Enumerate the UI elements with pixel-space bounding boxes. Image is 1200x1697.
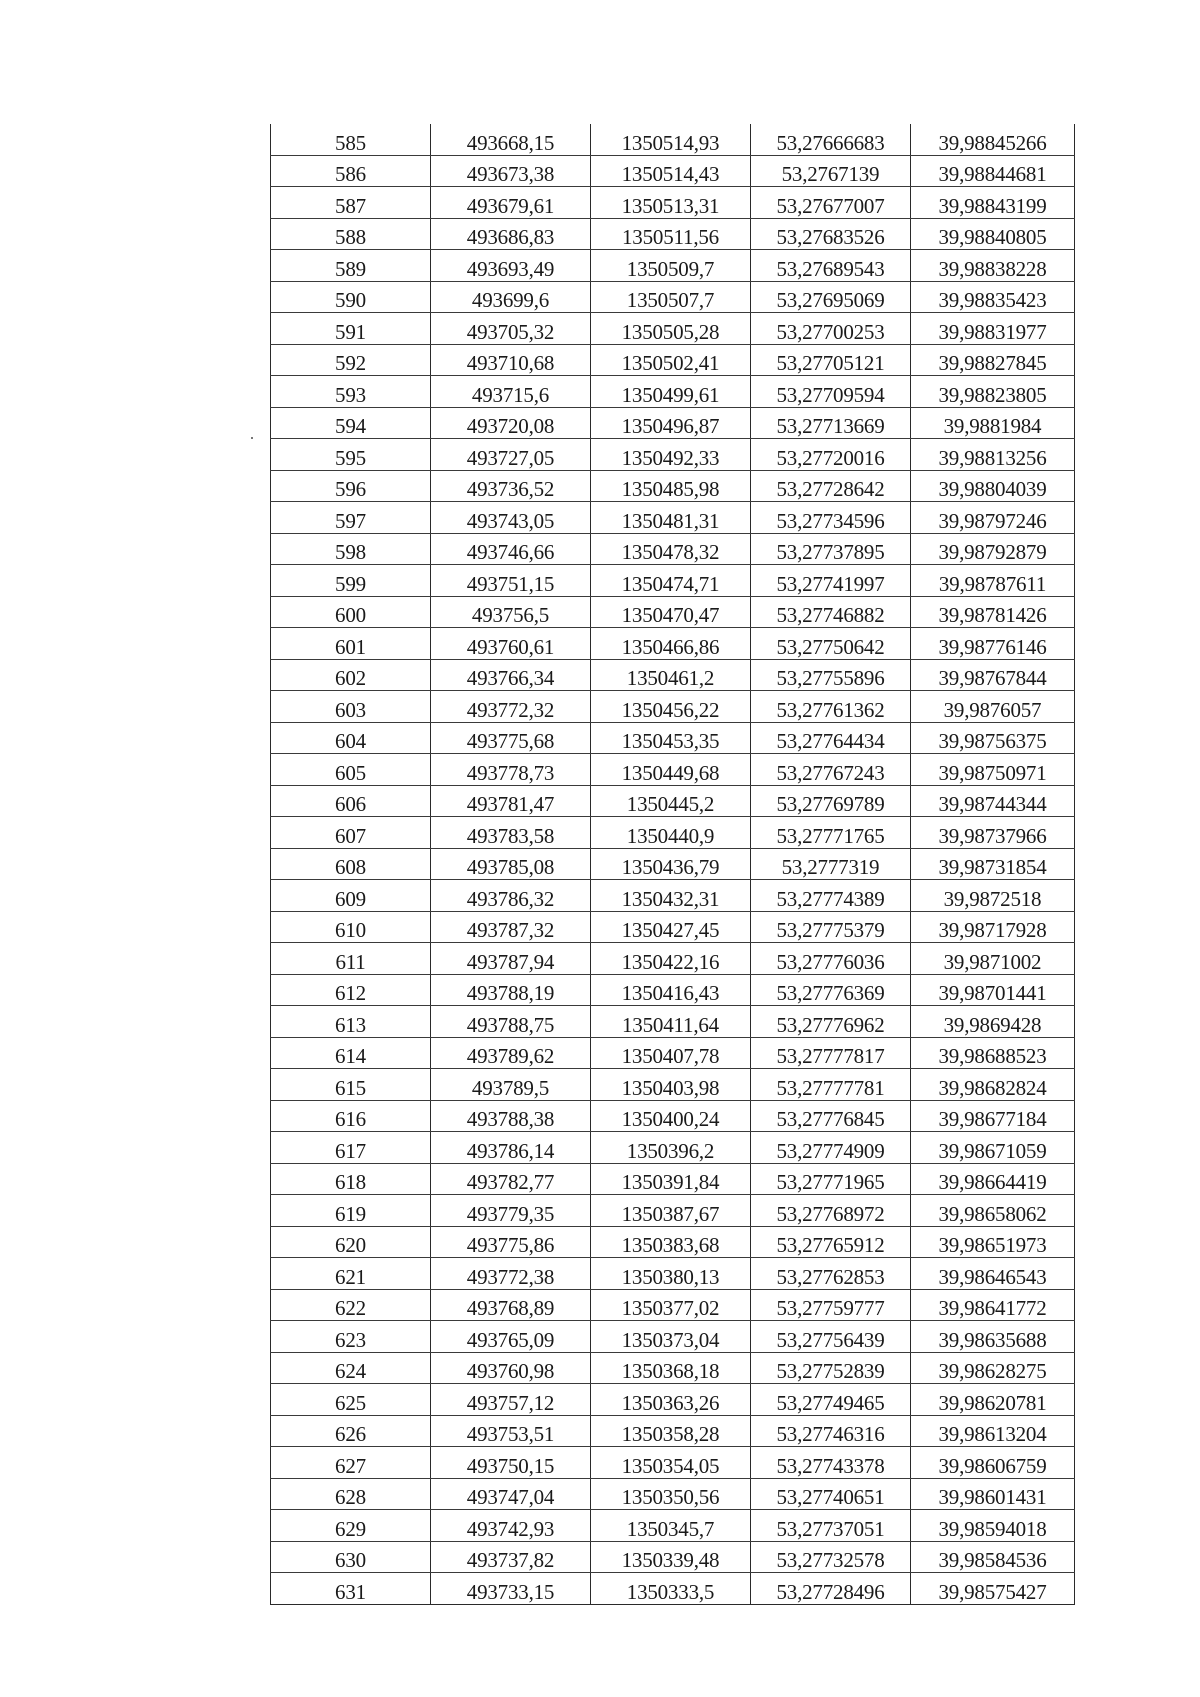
latitude-cell: 53,27756439 [751, 1321, 911, 1353]
y-coordinate-cell: 1350496,87 [591, 407, 751, 439]
longitude-cell: 39,98792879 [911, 533, 1075, 565]
point-number-cell: 610 [271, 911, 431, 943]
x-coordinate-cell: 493743,05 [431, 502, 591, 534]
y-coordinate-cell: 1350461,2 [591, 659, 751, 691]
longitude-cell: 39,98664419 [911, 1163, 1075, 1195]
x-coordinate-cell: 493715,6 [431, 376, 591, 408]
longitude-cell: 39,98601431 [911, 1478, 1075, 1510]
point-number-cell: 585 [271, 124, 431, 155]
x-coordinate-cell: 493775,68 [431, 722, 591, 754]
point-number-cell: 587 [271, 187, 431, 219]
point-number-cell: 603 [271, 691, 431, 723]
y-coordinate-cell: 1350514,43 [591, 155, 751, 187]
table-row [271, 407, 1075, 439]
y-coordinate-cell: 1350422,16 [591, 943, 751, 975]
point-number-cell: 612 [271, 974, 431, 1006]
table-row [271, 691, 1075, 723]
y-coordinate-cell: 1350453,35 [591, 722, 751, 754]
point-number-cell: 589 [271, 250, 431, 282]
latitude-cell: 53,27776036 [751, 943, 911, 975]
table-row [271, 1415, 1075, 1447]
point-number-cell: 625 [271, 1384, 431, 1416]
latitude-cell: 53,27761362 [751, 691, 911, 723]
latitude-cell: 53,27700253 [751, 313, 911, 345]
x-coordinate-cell: 493727,05 [431, 439, 591, 471]
y-coordinate-cell: 1350354,05 [591, 1447, 751, 1479]
longitude-cell: 39,98787611 [911, 565, 1075, 597]
table-row [271, 313, 1075, 345]
x-coordinate-cell: 493765,09 [431, 1321, 591, 1353]
x-coordinate-cell: 493756,5 [431, 596, 591, 628]
y-coordinate-cell: 1350509,7 [591, 250, 751, 282]
point-number-cell: 619 [271, 1195, 431, 1227]
point-number-cell: 598 [271, 533, 431, 565]
y-coordinate-cell: 1350466,86 [591, 628, 751, 660]
scan-speck [251, 437, 253, 439]
y-coordinate-cell: 1350387,67 [591, 1195, 751, 1227]
point-number-cell: 630 [271, 1541, 431, 1573]
longitude-cell: 39,9872518 [911, 880, 1075, 912]
y-coordinate-cell: 1350363,26 [591, 1384, 751, 1416]
x-coordinate-cell: 493679,61 [431, 187, 591, 219]
x-coordinate-cell: 493783,58 [431, 817, 591, 849]
longitude-cell: 39,98804039 [911, 470, 1075, 502]
point-number-cell: 613 [271, 1006, 431, 1038]
table-row [271, 439, 1075, 471]
point-number-cell: 607 [271, 817, 431, 849]
point-number-cell: 626 [271, 1415, 431, 1447]
point-number-cell: 595 [271, 439, 431, 471]
y-coordinate-cell: 1350507,7 [591, 281, 751, 313]
x-coordinate-cell: 493746,66 [431, 533, 591, 565]
longitude-cell: 39,98835423 [911, 281, 1075, 313]
y-coordinate-cell: 1350403,98 [591, 1069, 751, 1101]
table-row [271, 1352, 1075, 1384]
point-number-cell: 623 [271, 1321, 431, 1353]
y-coordinate-cell: 1350380,13 [591, 1258, 751, 1290]
x-coordinate-cell: 493747,04 [431, 1478, 591, 1510]
x-coordinate-cell: 493705,32 [431, 313, 591, 345]
latitude-cell: 53,2767139 [751, 155, 911, 187]
longitude-cell: 39,98823805 [911, 376, 1075, 408]
x-coordinate-cell: 493742,93 [431, 1510, 591, 1542]
point-number-cell: 617 [271, 1132, 431, 1164]
point-number-cell: 601 [271, 628, 431, 660]
longitude-cell: 39,98827845 [911, 344, 1075, 376]
y-coordinate-cell: 1350416,43 [591, 974, 751, 1006]
y-coordinate-cell: 1350481,31 [591, 502, 751, 534]
table-row [271, 565, 1075, 597]
table-row [271, 1510, 1075, 1542]
y-coordinate-cell: 1350391,84 [591, 1163, 751, 1195]
latitude-cell: 53,27746316 [751, 1415, 911, 1447]
table-row [271, 1541, 1075, 1573]
point-number-cell: 624 [271, 1352, 431, 1384]
y-coordinate-cell: 1350505,28 [591, 313, 751, 345]
point-number-cell: 592 [271, 344, 431, 376]
y-coordinate-cell: 1350499,61 [591, 376, 751, 408]
x-coordinate-cell: 493668,15 [431, 124, 591, 155]
y-coordinate-cell: 1350456,22 [591, 691, 751, 723]
x-coordinate-cell: 493787,32 [431, 911, 591, 943]
table-row [271, 1447, 1075, 1479]
longitude-cell: 39,98646543 [911, 1258, 1075, 1290]
y-coordinate-cell: 1350440,9 [591, 817, 751, 849]
longitude-cell: 39,98776146 [911, 628, 1075, 660]
latitude-cell: 53,27750642 [751, 628, 911, 660]
longitude-cell: 39,98575427 [911, 1573, 1075, 1605]
latitude-cell: 53,27740651 [751, 1478, 911, 1510]
latitude-cell: 53,27764434 [751, 722, 911, 754]
point-number-cell: 604 [271, 722, 431, 754]
table-row [271, 124, 1075, 155]
longitude-cell: 39,98840805 [911, 218, 1075, 250]
point-number-cell: 622 [271, 1289, 431, 1321]
longitude-cell: 39,98744344 [911, 785, 1075, 817]
point-number-cell: 591 [271, 313, 431, 345]
table-row [271, 754, 1075, 786]
point-number-cell: 608 [271, 848, 431, 880]
point-number-cell: 602 [271, 659, 431, 691]
table-row [271, 1195, 1075, 1227]
table-row [271, 628, 1075, 660]
y-coordinate-cell: 1350492,33 [591, 439, 751, 471]
x-coordinate-cell: 493775,86 [431, 1226, 591, 1258]
x-coordinate-cell: 493789,5 [431, 1069, 591, 1101]
longitude-cell: 39,98838228 [911, 250, 1075, 282]
y-coordinate-cell: 1350396,2 [591, 1132, 751, 1164]
table-row [271, 1226, 1075, 1258]
table-row [271, 911, 1075, 943]
table-row [271, 1163, 1075, 1195]
latitude-cell: 53,27771765 [751, 817, 911, 849]
y-coordinate-cell: 1350445,2 [591, 785, 751, 817]
x-coordinate-cell: 493772,32 [431, 691, 591, 723]
table-row [271, 659, 1075, 691]
y-coordinate-cell: 1350400,24 [591, 1100, 751, 1132]
y-coordinate-cell: 1350449,68 [591, 754, 751, 786]
table-row [271, 1132, 1075, 1164]
x-coordinate-cell: 493787,94 [431, 943, 591, 975]
table-row [271, 1258, 1075, 1290]
table-row [271, 502, 1075, 534]
longitude-cell: 39,98651973 [911, 1226, 1075, 1258]
x-coordinate-cell: 493779,35 [431, 1195, 591, 1227]
y-coordinate-cell: 1350358,28 [591, 1415, 751, 1447]
x-coordinate-cell: 493736,52 [431, 470, 591, 502]
latitude-cell: 53,27746882 [751, 596, 911, 628]
point-number-cell: 620 [271, 1226, 431, 1258]
point-number-cell: 629 [271, 1510, 431, 1542]
table-row [271, 943, 1075, 975]
latitude-cell: 53,27677007 [751, 187, 911, 219]
table-row [271, 722, 1075, 754]
table-row [271, 533, 1075, 565]
latitude-cell: 53,27705121 [751, 344, 911, 376]
table-row [271, 1289, 1075, 1321]
longitude-cell: 39,98737966 [911, 817, 1075, 849]
point-number-cell: 599 [271, 565, 431, 597]
x-coordinate-cell: 493788,75 [431, 1006, 591, 1038]
longitude-cell: 39,98671059 [911, 1132, 1075, 1164]
table-row [271, 1384, 1075, 1416]
longitude-cell: 39,98635688 [911, 1321, 1075, 1353]
x-coordinate-cell: 493768,89 [431, 1289, 591, 1321]
latitude-cell: 53,27734596 [751, 502, 911, 534]
point-number-cell: 597 [271, 502, 431, 534]
x-coordinate-cell: 493789,62 [431, 1037, 591, 1069]
table-row [271, 1321, 1075, 1353]
x-coordinate-cell: 493788,19 [431, 974, 591, 1006]
latitude-cell: 53,27737051 [751, 1510, 911, 1542]
latitude-cell: 53,27777817 [751, 1037, 911, 1069]
table-row [271, 848, 1075, 880]
table-row [271, 281, 1075, 313]
point-number-cell: 594 [271, 407, 431, 439]
x-coordinate-cell: 493673,38 [431, 155, 591, 187]
table-row [271, 187, 1075, 219]
table-row [271, 1069, 1075, 1101]
latitude-cell: 53,27695069 [751, 281, 911, 313]
x-coordinate-cell: 493772,38 [431, 1258, 591, 1290]
longitude-cell: 39,9871002 [911, 943, 1075, 975]
longitude-cell: 39,98845266 [911, 124, 1075, 155]
y-coordinate-cell: 1350432,31 [591, 880, 751, 912]
y-coordinate-cell: 1350411,64 [591, 1006, 751, 1038]
longitude-cell: 39,98641772 [911, 1289, 1075, 1321]
y-coordinate-cell: 1350502,41 [591, 344, 751, 376]
latitude-cell: 53,27728642 [751, 470, 911, 502]
point-number-cell: 631 [271, 1573, 431, 1605]
x-coordinate-cell: 493699,6 [431, 281, 591, 313]
y-coordinate-cell: 1350511,56 [591, 218, 751, 250]
point-number-cell: 605 [271, 754, 431, 786]
point-number-cell: 628 [271, 1478, 431, 1510]
table-row [271, 470, 1075, 502]
latitude-cell: 53,27769789 [751, 785, 911, 817]
y-coordinate-cell: 1350368,18 [591, 1352, 751, 1384]
point-number-cell: 596 [271, 470, 431, 502]
point-number-cell: 611 [271, 943, 431, 975]
longitude-cell: 39,98620781 [911, 1384, 1075, 1416]
latitude-cell: 53,2777319 [751, 848, 911, 880]
latitude-cell: 53,27765912 [751, 1226, 911, 1258]
x-coordinate-cell: 493781,47 [431, 785, 591, 817]
x-coordinate-cell: 493750,15 [431, 1447, 591, 1479]
x-coordinate-cell: 493786,32 [431, 880, 591, 912]
y-coordinate-cell: 1350470,47 [591, 596, 751, 628]
x-coordinate-cell: 493760,61 [431, 628, 591, 660]
point-number-cell: 614 [271, 1037, 431, 1069]
y-coordinate-cell: 1350485,98 [591, 470, 751, 502]
longitude-cell: 39,98613204 [911, 1415, 1075, 1447]
x-coordinate-cell: 493693,49 [431, 250, 591, 282]
y-coordinate-cell: 1350427,45 [591, 911, 751, 943]
y-coordinate-cell: 1350478,32 [591, 533, 751, 565]
latitude-cell: 53,27732578 [751, 1541, 911, 1573]
point-number-cell: 586 [271, 155, 431, 187]
latitude-cell: 53,27737895 [751, 533, 911, 565]
x-coordinate-cell: 493733,15 [431, 1573, 591, 1605]
x-coordinate-cell: 493785,08 [431, 848, 591, 880]
latitude-cell: 53,27741997 [751, 565, 911, 597]
y-coordinate-cell: 1350345,7 [591, 1510, 751, 1542]
longitude-cell: 39,98717928 [911, 911, 1075, 943]
latitude-cell: 53,27776369 [751, 974, 911, 1006]
table-row [271, 1100, 1075, 1132]
y-coordinate-cell: 1350474,71 [591, 565, 751, 597]
x-coordinate-cell: 493737,82 [431, 1541, 591, 1573]
point-number-cell: 588 [271, 218, 431, 250]
longitude-cell: 39,98813256 [911, 439, 1075, 471]
point-number-cell: 621 [271, 1258, 431, 1290]
longitude-cell: 39,98658062 [911, 1195, 1075, 1227]
point-number-cell: 606 [271, 785, 431, 817]
longitude-cell: 39,98701441 [911, 974, 1075, 1006]
y-coordinate-cell: 1350514,93 [591, 124, 751, 155]
latitude-cell: 53,27709594 [751, 376, 911, 408]
y-coordinate-cell: 1350373,04 [591, 1321, 751, 1353]
x-coordinate-cell: 493760,98 [431, 1352, 591, 1384]
table-row [271, 817, 1075, 849]
latitude-cell: 53,27683526 [751, 218, 911, 250]
point-number-cell: 627 [271, 1447, 431, 1479]
longitude-cell: 39,98594018 [911, 1510, 1075, 1542]
table-row [271, 1006, 1075, 1038]
latitude-cell: 53,27776962 [751, 1006, 911, 1038]
latitude-cell: 53,27777781 [751, 1069, 911, 1101]
table-row [271, 880, 1075, 912]
longitude-cell: 39,98731854 [911, 848, 1075, 880]
latitude-cell: 53,27775379 [751, 911, 911, 943]
latitude-cell: 53,27720016 [751, 439, 911, 471]
latitude-cell: 53,27749465 [751, 1384, 911, 1416]
table-row [271, 1478, 1075, 1510]
y-coordinate-cell: 1350377,02 [591, 1289, 751, 1321]
x-coordinate-cell: 493720,08 [431, 407, 591, 439]
latitude-cell: 53,27752839 [751, 1352, 911, 1384]
table-row [271, 1037, 1075, 1069]
longitude-cell: 39,98831977 [911, 313, 1075, 345]
table-row [271, 344, 1075, 376]
point-number-cell: 618 [271, 1163, 431, 1195]
latitude-cell: 53,27755896 [751, 659, 911, 691]
y-coordinate-cell: 1350333,5 [591, 1573, 751, 1605]
x-coordinate-cell: 493710,68 [431, 344, 591, 376]
latitude-cell: 53,27776845 [751, 1100, 911, 1132]
latitude-cell: 53,27743378 [751, 1447, 911, 1479]
latitude-cell: 53,27771965 [751, 1163, 911, 1195]
latitude-cell: 53,27774909 [751, 1132, 911, 1164]
latitude-cell: 53,27666683 [751, 124, 911, 155]
x-coordinate-cell: 493766,34 [431, 659, 591, 691]
longitude-cell: 39,9869428 [911, 1006, 1075, 1038]
y-coordinate-cell: 1350350,56 [591, 1478, 751, 1510]
x-coordinate-cell: 493778,73 [431, 754, 591, 786]
latitude-cell: 53,27689543 [751, 250, 911, 282]
latitude-cell: 53,27762853 [751, 1258, 911, 1290]
y-coordinate-cell: 1350407,78 [591, 1037, 751, 1069]
point-number-cell: 590 [271, 281, 431, 313]
longitude-cell: 39,98688523 [911, 1037, 1075, 1069]
latitude-cell: 53,27767243 [751, 754, 911, 786]
longitude-cell: 39,98584536 [911, 1541, 1075, 1573]
latitude-cell: 53,27774389 [751, 880, 911, 912]
longitude-cell: 39,98628275 [911, 1352, 1075, 1384]
latitude-cell: 53,27759777 [751, 1289, 911, 1321]
point-number-cell: 609 [271, 880, 431, 912]
latitude-cell: 53,27728496 [751, 1573, 911, 1605]
table-row [271, 974, 1075, 1006]
x-coordinate-cell: 493786,14 [431, 1132, 591, 1164]
longitude-cell: 39,98797246 [911, 502, 1075, 534]
x-coordinate-cell: 493751,15 [431, 565, 591, 597]
y-coordinate-cell: 1350339,48 [591, 1541, 751, 1573]
coordinates-table-body [271, 124, 1075, 1604]
latitude-cell: 53,27713669 [751, 407, 911, 439]
longitude-cell: 39,98606759 [911, 1447, 1075, 1479]
table-row [271, 376, 1075, 408]
longitude-cell: 39,98767844 [911, 659, 1075, 691]
latitude-cell: 53,27768972 [751, 1195, 911, 1227]
x-coordinate-cell: 493782,77 [431, 1163, 591, 1195]
table-row [271, 250, 1075, 282]
x-coordinate-cell: 493757,12 [431, 1384, 591, 1416]
table-row [271, 785, 1075, 817]
longitude-cell: 39,98781426 [911, 596, 1075, 628]
longitude-cell: 39,98750971 [911, 754, 1075, 786]
x-coordinate-cell: 493686,83 [431, 218, 591, 250]
point-number-cell: 593 [271, 376, 431, 408]
point-number-cell: 600 [271, 596, 431, 628]
longitude-cell: 39,98756375 [911, 722, 1075, 754]
y-coordinate-cell: 1350383,68 [591, 1226, 751, 1258]
table-row [271, 218, 1075, 250]
table-row [271, 596, 1075, 628]
coordinates-table [270, 124, 1075, 1605]
x-coordinate-cell: 493753,51 [431, 1415, 591, 1447]
table-row [271, 155, 1075, 187]
longitude-cell: 39,98843199 [911, 187, 1075, 219]
longitude-cell: 39,9881984 [911, 407, 1075, 439]
y-coordinate-cell: 1350513,31 [591, 187, 751, 219]
x-coordinate-cell: 493788,38 [431, 1100, 591, 1132]
point-number-cell: 616 [271, 1100, 431, 1132]
point-number-cell: 615 [271, 1069, 431, 1101]
longitude-cell: 39,9876057 [911, 691, 1075, 723]
y-coordinate-cell: 1350436,79 [591, 848, 751, 880]
longitude-cell: 39,98677184 [911, 1100, 1075, 1132]
table-row [271, 1573, 1075, 1605]
longitude-cell: 39,98844681 [911, 155, 1075, 187]
longitude-cell: 39,98682824 [911, 1069, 1075, 1101]
